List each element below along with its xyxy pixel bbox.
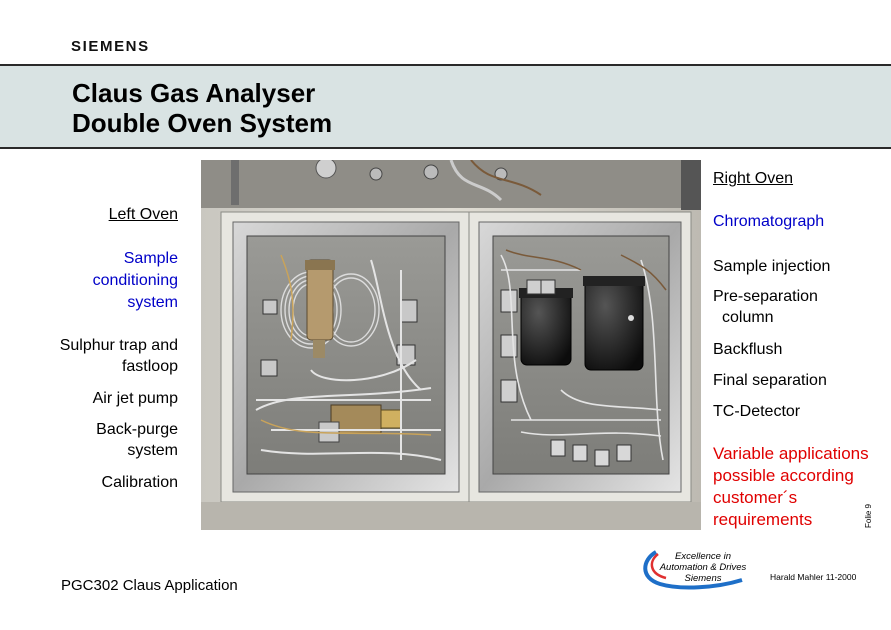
siemens-logo: SIEMENS [71,38,150,55]
label-sample-conditioning-2: conditioning [92,272,178,289]
label-tc-detector: TC-Detector [713,403,801,420]
double-oven-photo [201,160,701,530]
excellence-logo-text [648,551,758,584]
label-calibration: Calibration [101,474,178,491]
excellence-line-2: Automation & Drives [659,562,747,573]
label-air-jet-pump: Air jet pump [92,390,178,407]
label-variable-2: possible according [713,466,854,485]
label-pre-separation-2: column [722,309,774,326]
label-back-purge-1: Back-purge [96,421,178,438]
label-sulphur-trap-2: fastloop [121,358,178,375]
label-left-oven: Left Oven [108,206,178,223]
label-variable-4: requirements [713,510,813,529]
label-variable-1: Variable applications [713,444,869,463]
label-backflush: Backflush [713,341,783,358]
label-final-separation: Final separation [713,372,827,389]
label-sample-conditioning-3: system [127,294,178,311]
page-title-line-2: Double Oven System [72,108,333,138]
label-sulphur-trap-1: Sulphur trap and [59,337,178,354]
excellence-line-3: Siemens [684,573,722,584]
presentation-title: PGC302 Claus Application [61,577,238,594]
label-sample-injection: Sample injection [713,258,831,275]
page-title-line-1: Claus Gas Analyser [72,78,316,108]
label-sample-conditioning-1: Sample [123,250,178,267]
label-variable-3: customer´s [713,488,798,507]
label-chromatograph: Chromatograph [713,213,825,230]
label-back-purge-2: system [127,442,178,459]
label-right-oven: Right Oven [713,170,794,187]
excellence-line-1: Excellence in [675,551,731,562]
label-pre-separation-1: Pre-separation [713,288,818,305]
slide-number: Folie 9 [864,503,873,528]
author-date: Harald Mahler 11-2000 [770,572,857,582]
